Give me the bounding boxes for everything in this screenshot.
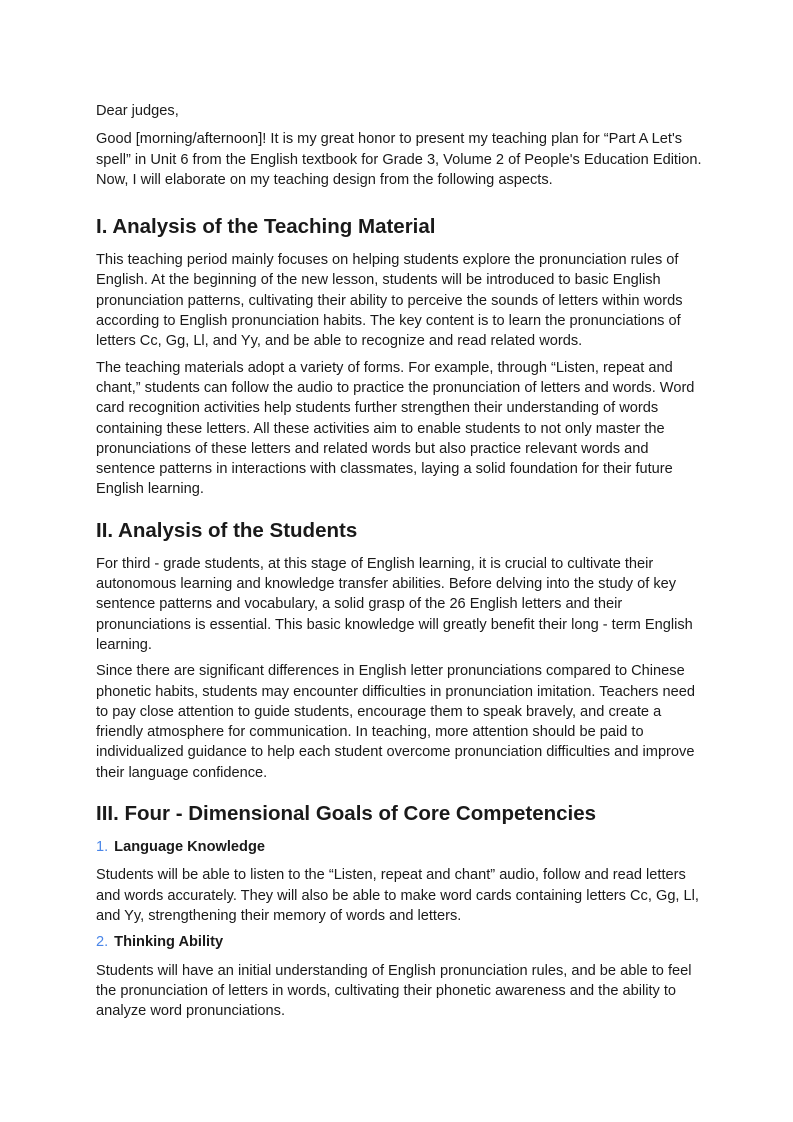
section-heading-core-competencies: III. Four - Dimensional Goals of Core Competencies bbox=[96, 802, 597, 826]
document-page bbox=[96, 101, 702, 1027]
body-paragraph: For third - grade students, at this stage of English learning, it is crucial to cultivate their autonomous learning and knowledge transfer abilities. Before delving into the study of key sentence patterns and vocabulary, a solid grasp of the 26 English letters and their pronunciations is essential. This basic knowledge will greatly benefit their long - term English learning. bbox=[96, 555, 693, 653]
body-paragraph: Since there are significant differences in English letter pronunciations compared to Chinese phonetic habits, students may encounter difficulties in pronunciation imitation. Teachers need to pay close attention to guide students, encourage them to speak bravely, and create a friendly atmosphere for communication. In teaching, more attention should be paid to individualized guidance to help each student overcome pronunciation difficulties and improve their language confidence. bbox=[96, 663, 695, 781]
body-paragraph: Students will have an initial understanding of English pronunciation rules, and be able to feel the pronunciation of letters in words, cultivating their phonetic awareness and the ability to analyze word pronunciations. bbox=[96, 962, 692, 1020]
body-paragraph: Students will be able to listen to the “Listen, repeat and chant” audio, follow and read letters and words accurately. They will also be able to make word cards containing letters Cc, Gg, Ll, and Yy, strengthening their memory of words and letters. bbox=[96, 867, 699, 924]
section-heading-teaching-material: I. Analysis of the Teaching Material bbox=[96, 215, 436, 239]
list-number: 1. bbox=[96, 839, 109, 856]
subheading-thinking-ability: Thinking Ability bbox=[114, 934, 224, 951]
subheading-language-knowledge: Language Knowledge bbox=[114, 839, 265, 856]
section-heading-students: II. Analysis of the Students bbox=[96, 518, 358, 542]
numbered-subheading bbox=[96, 932, 702, 952]
numbered-subheading bbox=[96, 837, 702, 857]
body-paragraph: The teaching materials adopt a variety of forms. For example, through “Listen, repeat and chant,” students can follow the audio to practice the pronunciation of letters and words. Word card recognition activities help students further strengthen their understanding of words containing these letters. All these activities aim to enable students to not only master the pronunciations of these letters and related words but also practice relevant words and sentence patterns in interactions with classmates, laying a solid foundation for their future English learning. bbox=[96, 359, 695, 498]
greeting: Dear judges, bbox=[96, 103, 179, 119]
list-number: 2. bbox=[96, 934, 109, 951]
body-paragraph: This teaching period mainly focuses on helping students explore the pronunciation rules of English. At the beginning of the new lesson, students will be introduced to basic English pronunciation patterns, cultivating their ability to perceive the sounds of letters within words according to English pronunciation habits. The key content is to learn the pronunciations of letters Cc, Gg, Ll, and Yy, and be able to recognize and read related words. bbox=[96, 252, 683, 350]
intro-paragraph: Good [morning/afternoon]! It is my great honor to present my teaching plan for “Part A Let's spell” in Unit 6 from the English textbook for Grade 3, Volume 2 of People's Education Edition. Now, I will elaborate on my teaching design from the following aspects. bbox=[96, 131, 702, 188]
